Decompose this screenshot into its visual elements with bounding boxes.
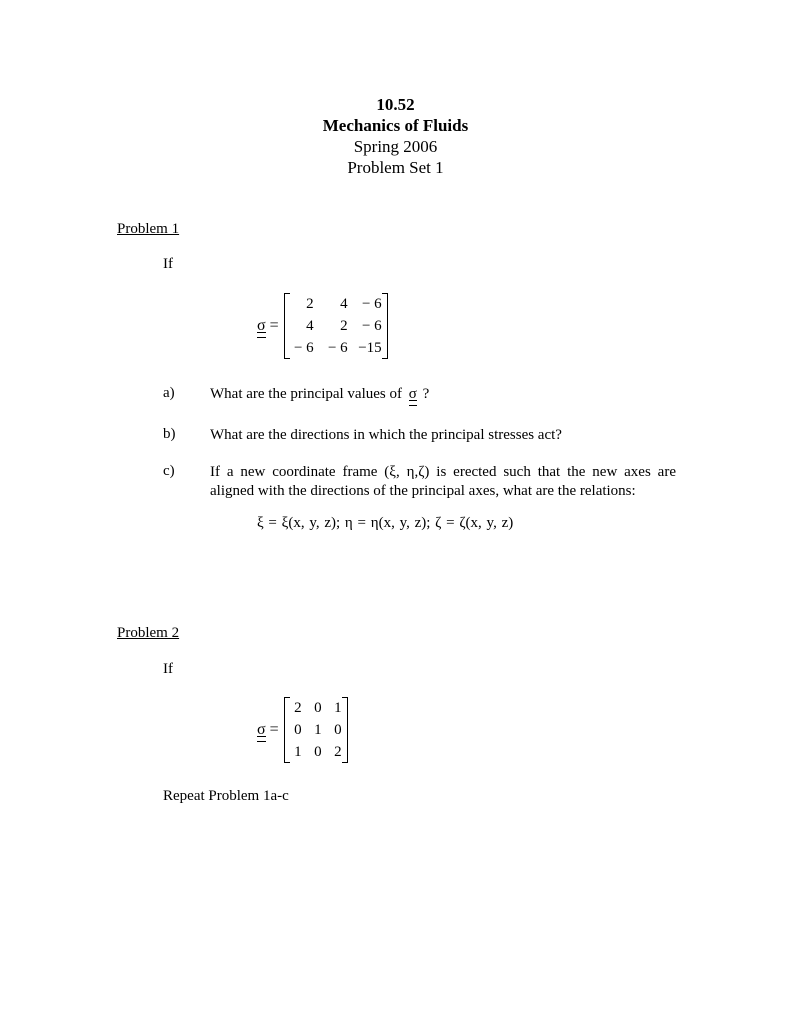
problem-set-title: Problem Set 1 [347,158,444,177]
course-name: Mechanics of Fluids [322,116,469,135]
matrix-cell: 2 [294,700,302,716]
matrix-row [290,719,342,741]
sigma-tensor-symbol: σ [257,722,266,738]
part-b-label: b) [163,426,176,442]
matrix-row [290,315,382,337]
equals-sign: = [269,721,279,738]
matrix-cell: 0 [334,722,342,738]
part-a-label: a) [163,385,175,401]
matrix-cell: 2 [306,296,314,312]
sigma-tensor-symbol: σ [257,318,266,334]
problem2-if: If [163,661,173,677]
part-c-label: c) [163,463,175,479]
matrix-cell: 4 [306,318,314,334]
problem2-matrix [284,697,348,763]
problem1-heading: Problem 1 [117,221,180,237]
matrix-cell: 2 [334,744,342,760]
coordinate-relations: ξ = ξ(x, y, z); η = η(x, y, z); ζ = ζ(x, y, z) [257,515,514,531]
part-c-question: If a new coordinate frame (ξ, η,ζ) is erected such that the new axes are aligned with the directions of the principal axes, what are the relations: [210,464,676,499]
problem1-matrix [284,293,388,359]
matrix-cell: 0 [314,744,322,760]
matrix-cell: − 6 [327,340,348,356]
matrix-row [290,337,382,359]
problem2-heading: Problem 2 [117,625,180,641]
matrix-cell: − 6 [293,340,314,356]
problem1-equation [257,293,388,359]
matrix-cell: 1 [294,744,302,760]
matrix-row [290,293,382,315]
part-b-question: What are the directions in which the principal stresses act? [210,427,562,443]
matrix-row [290,697,342,719]
problem2-equation [257,697,348,763]
course-number: 10.52 [376,95,415,114]
matrix-cell: 0 [314,700,322,716]
matrix-cell: 1 [334,700,342,716]
equals-sign: = [269,317,279,334]
matrix-cell: 1 [314,722,322,738]
repeat-instruction: Repeat Problem 1a-c [163,788,289,804]
matrix-cell: 2 [340,318,348,334]
matrix-row [290,741,342,763]
matrix-cell: 0 [294,722,302,738]
matrix-cell: 4 [340,296,348,312]
matrix-cell: − 6 [361,296,382,312]
term: Spring 2006 [353,137,438,156]
matrix-cell: −15 [358,340,382,356]
matrix-cell: − 6 [361,318,382,334]
problem1-if: If [163,256,173,272]
part-a-question: What are the principal values of σ ? [210,385,676,404]
sigma-tensor-symbol: σ [409,386,417,402]
